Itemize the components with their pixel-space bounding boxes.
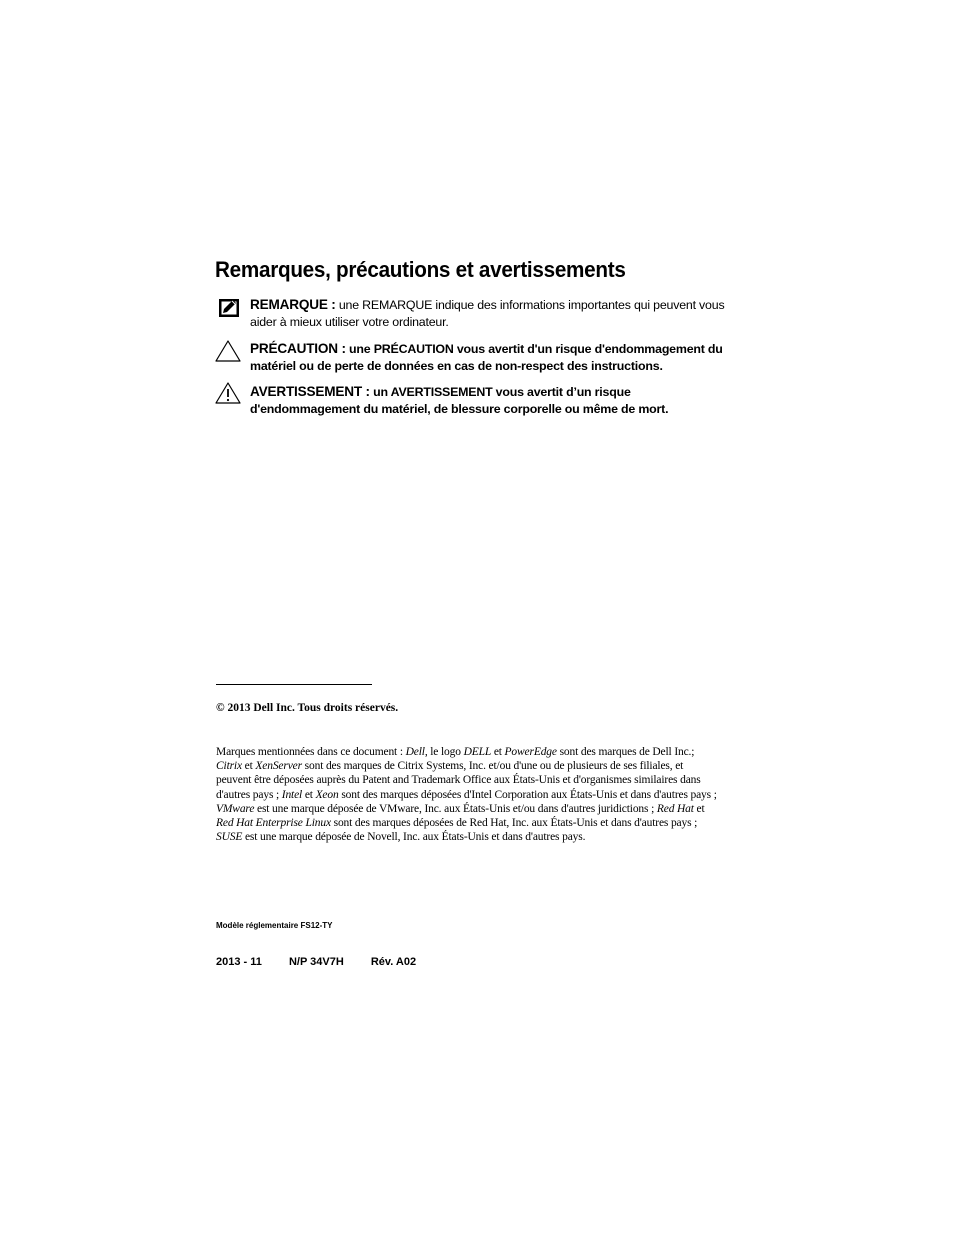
warning-triangle-icon [215,381,241,405]
caution-text: une PRÉCAUTION vous avertit d'un risque d'endommagement du matériel ou de perte de données en cas de non-respect des instructions. [250,342,723,373]
warning-text: un AVERTISSEMENT vous avertit d’un risque d'endommagement du matériel, de blessure corporelle ou même de mort. [250,385,669,416]
copyright-notice: © 2013 Dell Inc. Tous droits réservés. [216,702,399,714]
note-text: une REMARQUE indique des informations importantes qui peuvent vous aider à mieux utiliser votre ordinateur. [250,298,725,329]
trademark-paragraph: Marques mentionnées dans ce document : Dell, le logo DELL et PowerEdge sont des marques de Dell Inc.; Citrix et XenServer sont des marques de Citrix Systems, Inc. et/ou d'une ou de plusieurs de ses filiales, et peuvent être déposées auprès du Patent and Trademark Office aux États-Unis et d'organismes similaires dans d'autres pays ; Intel et Xeon sont des marques déposées d'Intel Corporation aux États-Unis et dans d'autres pays ; VMware est une marque déposée de VMware, Inc. aux États-Unis et/ou dans d'autres juridictions ; Red Hat et Red Hat Enterprise Linux sont des marques déposées de Red Hat, Inc. aux États-Unis et dans d'autres pays ; SUSE est une marque déposée de Novell, Inc. aux États-Unis et dans d'autres pays. [216,746,717,844]
note-pencil-icon [215,296,241,320]
regulatory-model: Modèle réglementaire FS12-TY [216,921,333,930]
caution-label: PRÉCAUTION : [250,341,346,356]
revision: Rév. A02 [370,956,417,968]
note-label: REMARQUE : [250,297,336,312]
publication-date: 2013 - 11 [216,956,262,968]
warning-label: AVERTISSEMENT : [250,384,370,399]
part-number: N/P 34V7H [288,956,344,968]
caution-triangle-icon [215,339,241,363]
page-title: Remarques, précautions et avertissements [215,257,626,282]
footnote-divider [216,684,372,685]
publication-info [216,956,440,968]
